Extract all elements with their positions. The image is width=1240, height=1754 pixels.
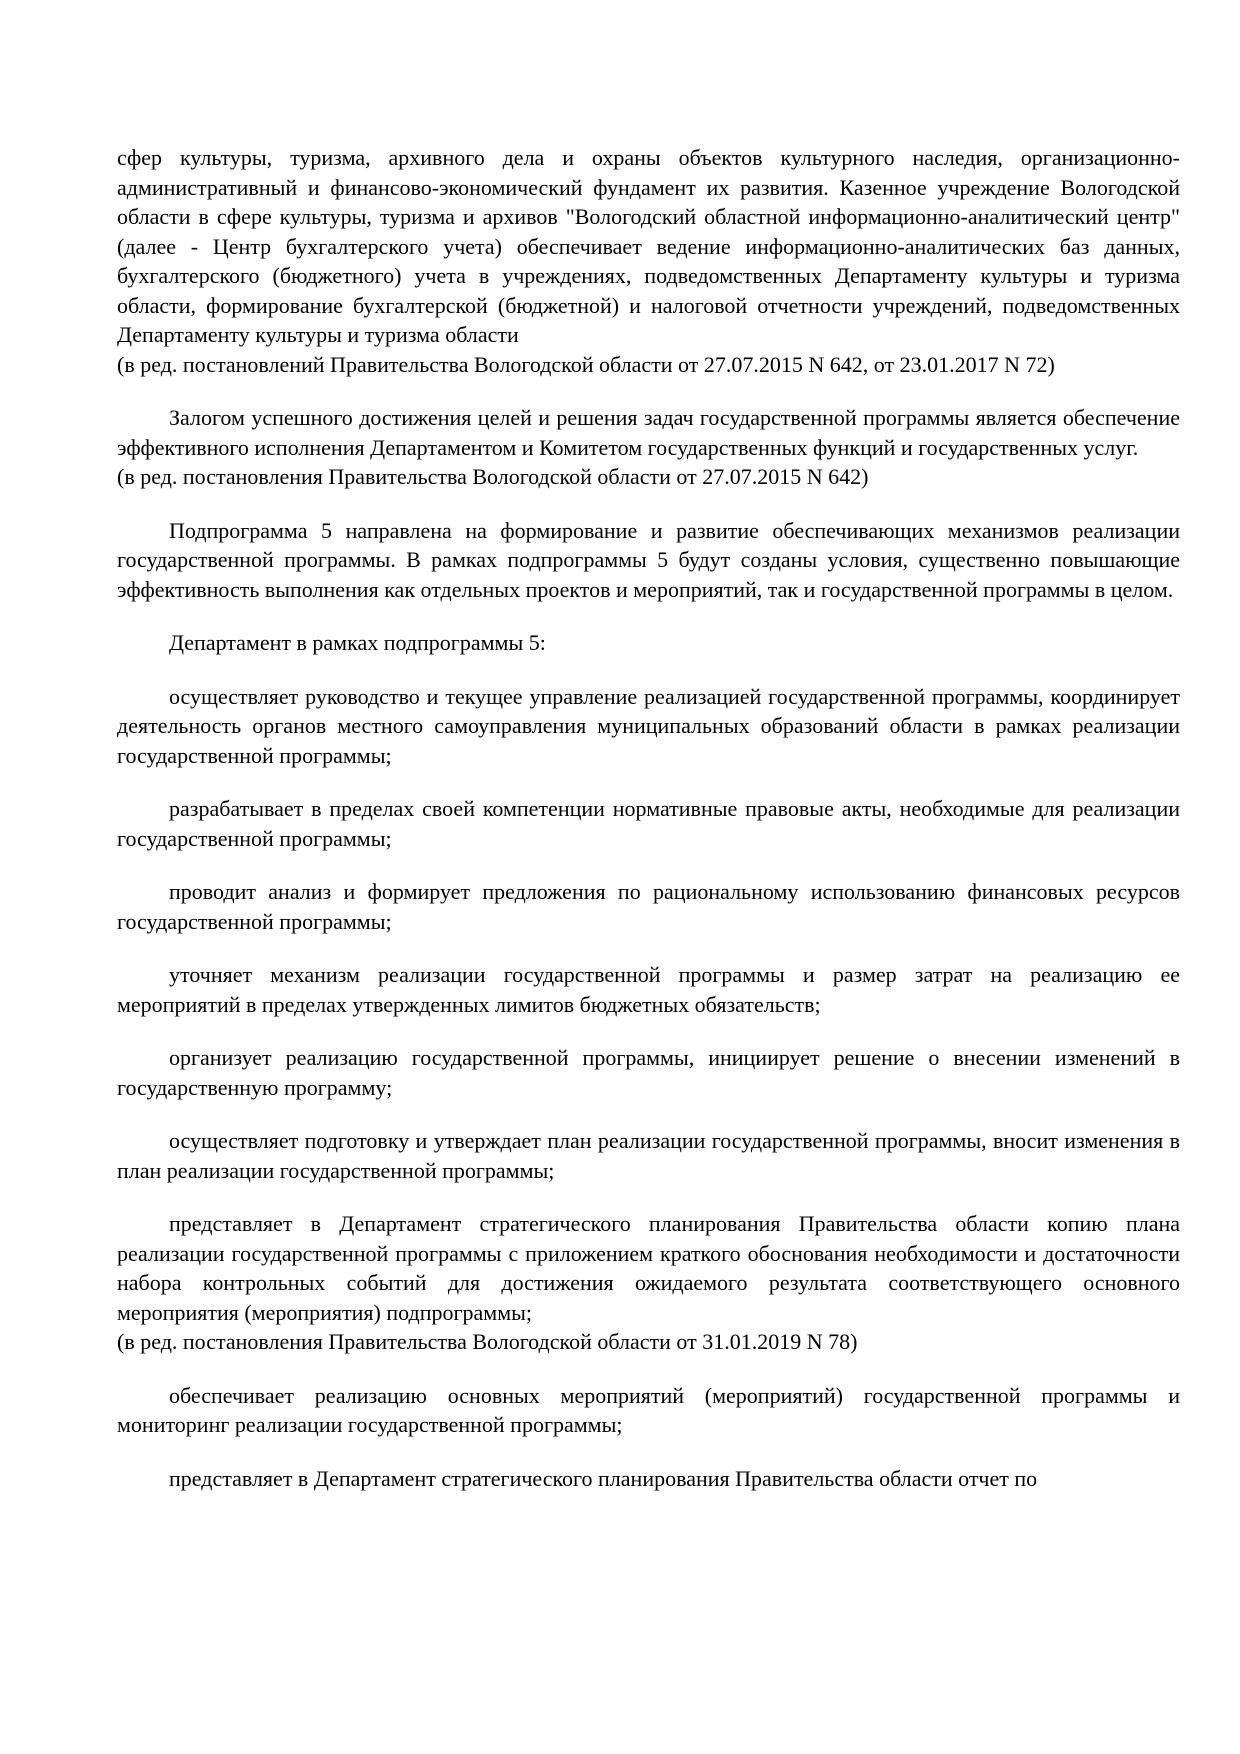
body-paragraph: организует реализацию государственной программы, инициирует решение о внесении изменений в государственную программу;	[117, 1045, 1180, 1100]
amendment-note: (в ред. постановления Правительства Вологодской области от 27.07.2015 N 642)	[117, 464, 869, 489]
body-paragraph: Департамент в рамках подпрограммы 5:	[169, 630, 546, 655]
amendment-note: (в ред. постановления Правительства Вологодской области от 31.01.2019 N 78)	[117, 1329, 858, 1354]
body-paragraph: Залогом успешного достижения целей и решения задач государственной программы является обеспечение эффективного исполнения Департаментом и Комитетом государственных функций и государственных услуг.	[117, 405, 1180, 460]
body-paragraph: разрабатывает в пределах своей компетенции нормативные правовые акты, необходимые для реализации государственной программы;	[117, 796, 1180, 851]
body-paragraph: осуществляет подготовку и утверждает план реализации государственной программы, вносит изменения в план реализации государственной программы;	[117, 1128, 1180, 1183]
body-paragraph: представляет в Департамент стратегического планирования Правительства области отчет по	[169, 1465, 1038, 1491]
body-paragraph: Подпрограмма 5 направлена на формирование и развитие обеспечивающих механизмов реализации государственной программы. В рамках подпрограммы 5 будут созданы условия, существенно повышающие эффективность выполнения как отдельных проектов и мероприятий, так и государственной программы в целом.	[117, 517, 1180, 602]
document-text-block	[117, 143, 1180, 1493]
body-paragraph: представляет в Департамент стратегического планирования Правительства области копию плана реализации государственной программы с приложением краткого обоснования необходимости и достаточности набора контрольных событий для достижения ожидаемого результата соответствующего основного мероприятия (мероприятия) подпрограммы;	[117, 1211, 1180, 1325]
body-paragraph: проводит анализ и формирует предложения по рациональному использованию финансовых ресурсов государственной программы;	[117, 879, 1180, 934]
body-paragraph: обеспечивает реализацию основных мероприятий (мероприятий) государственной программы и мониторинг реализации государственной программы;	[117, 1382, 1180, 1437]
body-paragraph: уточняет механизм реализации государственной программы и размер затрат на реализацию ее мероприятий в пределах утвержденных лимитов бюджетных обязательств;	[117, 962, 1180, 1017]
amendment-note: (в ред. постановлений Правительства Вологодской области от 27.07.2015 N 642, от 23.01.2017 N 72)	[117, 351, 1055, 377]
body-paragraph: сфер культуры, туризма, архивного дела и охраны объектов культурного наследия, организационно-административный и финансово-экономический фундамент их развития. Казенное учреждение Вологодской области в сфере культуры, туризма и архивов "Вологодский областной информационно-аналитический центр" (далее - Центр бухгалтерского учета) обеспечивает ведение информационно-аналитических баз данных, бухгалтерского (бюджетного) учета в учреждениях, подведомственных Департаменту культуры и туризма области, формирование бухгалтерской (бюджетной) и налоговой отчетности учреждений, подведомственных Департаменту культуры и туризма области	[117, 145, 1180, 347]
body-paragraph: осуществляет руководство и текущее управление реализацией государственной программы, координирует деятельность органов местного самоуправления муниципальных образований области в рамках реализации государственной программы;	[117, 683, 1180, 768]
